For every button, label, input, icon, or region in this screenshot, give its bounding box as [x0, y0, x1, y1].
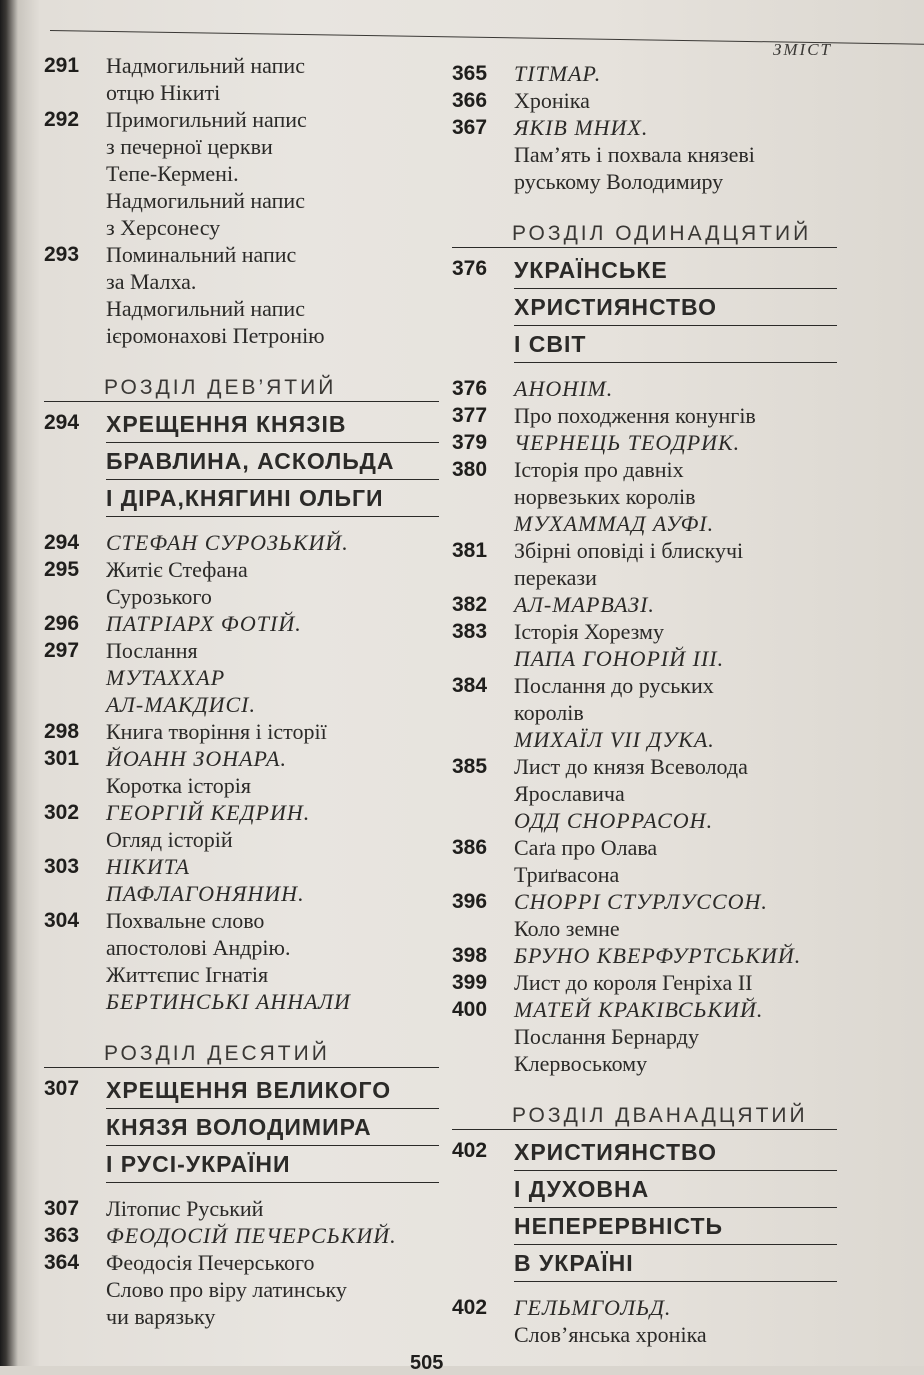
section-label: РОЗДІЛ ОДИНАДЦЯТИЙ	[512, 222, 812, 245]
section-label: РОЗДІЛ ДВАНАДЦЯТИЙ	[512, 1104, 808, 1127]
section-entries	[44, 529, 439, 1015]
page-ref-number: 366	[452, 89, 488, 112]
author-name: ПАТРІАРХ ФОТІЙ.	[106, 611, 302, 636]
section-title-line: І РУСІ-УКРАЇНИ	[106, 1146, 439, 1183]
entry-items	[514, 618, 837, 672]
page-ref-number: 296	[44, 612, 80, 635]
toc-entry	[452, 87, 837, 114]
section-nine	[44, 375, 439, 1015]
section-title	[514, 1134, 837, 1282]
work-title: Слов’янська хроніка	[514, 1322, 707, 1347]
work-title: Послання до руських королів	[514, 673, 714, 725]
toc-entry	[452, 753, 837, 834]
page-ref-number: 293	[44, 243, 80, 266]
author-name: ПАПА ГОНОРІЙ III.	[514, 646, 725, 671]
work-title: Хроніка	[514, 88, 590, 113]
page-ref-number: 364	[44, 1251, 80, 1274]
section-title-line: ХРЕЩЕННЯ КНЯЗІВ	[106, 406, 439, 443]
author-name: МАТЕЙ КРАКІВСЬКИЙ.	[514, 997, 764, 1022]
page-ref-number: 376	[452, 377, 488, 400]
section-title	[106, 1072, 439, 1183]
work-title: Пам’ять і похвала князеві руському Володимиру	[514, 142, 755, 194]
entry-items	[514, 591, 837, 618]
page-ref-number: 400	[452, 998, 488, 1021]
section-label: РОЗДІЛ ДЕСЯТИЙ	[104, 1042, 330, 1065]
toc-entry	[44, 1222, 439, 1249]
work-title: Послання Бернарду Клервоському	[514, 1024, 699, 1076]
toc-entry	[44, 718, 439, 745]
section-entries	[452, 375, 837, 1077]
author-name: ФЕОДОСІЙ ПЕЧЕРСЬКИЙ.	[106, 1223, 397, 1248]
toc-entry	[452, 60, 837, 87]
section-title-line: БРАВЛИНА, АСКОЛЬДА	[106, 443, 439, 480]
toc-entry	[44, 853, 439, 907]
toc-entry	[44, 610, 439, 637]
section-entries	[44, 1195, 439, 1330]
work-title: Літопис Руський	[106, 1196, 264, 1221]
author-name: ЧЕРНЕЦЬ ТЕОДРИК.	[514, 430, 741, 455]
toc-entry	[44, 241, 439, 349]
entry-items	[514, 114, 837, 195]
entry-items	[106, 745, 439, 799]
page-ref-number: 386	[452, 836, 488, 859]
section-title-line: ХРИСТИЯНСТВО	[514, 1134, 837, 1171]
toc-entry	[452, 834, 837, 888]
entry-items	[514, 60, 837, 87]
page-ref-number: 297	[44, 639, 80, 662]
section-page-number: 294	[44, 411, 80, 434]
toc-entry	[44, 799, 439, 853]
toc-entry	[44, 556, 439, 610]
page-ref-number: 382	[452, 593, 488, 616]
author-name: МИХАЇЛ VII ДУКА.	[514, 727, 715, 752]
page-ref-number: 298	[44, 720, 80, 743]
toc-entry	[44, 529, 439, 556]
page-ref-number: 307	[44, 1197, 80, 1220]
work-title: Життєпис Ігнатія	[106, 962, 269, 987]
entry-items	[514, 753, 837, 834]
section-twelve	[452, 1103, 837, 1348]
entry-items	[514, 942, 837, 969]
section-title-line: І ДІРА,КНЯГИНІ ОЛЬГИ	[106, 480, 439, 517]
toc-entry	[44, 106, 439, 241]
toc-entry	[452, 969, 837, 996]
work-title: Послання	[106, 638, 198, 663]
toc-entry	[452, 888, 837, 942]
work-title: Коротка історія	[106, 773, 251, 798]
section-title-line: НЕПЕРЕРВНІСТЬ	[514, 1208, 837, 1245]
entry-items	[106, 1222, 439, 1249]
section-page-number: 307	[44, 1077, 80, 1100]
page-ref-number: 383	[452, 620, 488, 643]
toc-entry	[44, 1195, 439, 1222]
page-ref-number: 381	[452, 539, 488, 562]
author-name: БРУНО КВЕРФУРТСЬКИЙ.	[514, 943, 802, 968]
section-ten	[44, 1041, 439, 1330]
section-title	[514, 252, 837, 363]
work-title: Житіє Стефана Сурозького	[106, 557, 248, 609]
entry-items	[514, 87, 837, 114]
toc-entry	[452, 114, 837, 195]
toc-entry	[44, 637, 439, 718]
author-name: СНОРРІ СТУРЛУССОН.	[514, 889, 768, 914]
toc-entry	[44, 1249, 439, 1330]
author-name: ЯКІВ МНИХ.	[514, 115, 649, 140]
entry-items	[106, 241, 439, 349]
toc-entry	[452, 591, 837, 618]
entry-items	[106, 907, 439, 1015]
entry-items	[106, 529, 439, 556]
page-ref-number: 291	[44, 54, 80, 77]
work-title: Надмогильний напис ієромонахові Петронію	[106, 296, 325, 348]
section-heading	[44, 401, 439, 517]
page-number: 505	[410, 1352, 444, 1374]
entry-items	[514, 429, 837, 456]
right-column	[452, 60, 837, 1360]
entry-items	[106, 52, 439, 106]
work-title: Похвальне слово апостолові Андрію.	[106, 908, 291, 960]
right-top-entries	[452, 60, 837, 195]
entry-items	[514, 456, 837, 537]
page-ref-number: 399	[452, 971, 488, 994]
section-title-line: І ДУХОВНА	[514, 1171, 837, 1208]
work-title: Надмогильний напис отцю Нікиті	[106, 53, 305, 105]
section-title-line: УКРАЇНСЬКЕ	[514, 252, 837, 289]
toc-entry	[44, 745, 439, 799]
toc-entry	[452, 375, 837, 402]
toc-entry	[452, 429, 837, 456]
work-title: Поминальний напис за Малха.	[106, 242, 297, 294]
page-ref-number: 384	[452, 674, 488, 697]
toc-entry	[452, 402, 837, 429]
section-eleven	[452, 221, 837, 1077]
work-title: Коло земне	[514, 916, 620, 941]
entry-items	[106, 556, 439, 610]
page-ref-number: 365	[452, 62, 488, 85]
toc-entry	[452, 618, 837, 672]
author-name: СТЕФАН СУРОЗЬКИЙ.	[106, 530, 349, 555]
page-ref-number: 303	[44, 855, 80, 878]
section-heading	[452, 247, 837, 363]
entry-items	[514, 672, 837, 753]
author-name: ГЕОРГІЙ КЕДРИН.	[106, 800, 311, 825]
work-title: Історія про давніх норвезьких королів	[514, 457, 696, 509]
left-top-entries	[44, 52, 439, 349]
entry-items	[514, 1294, 837, 1348]
section-title-line: І СВІТ	[514, 326, 837, 363]
left-column	[44, 52, 439, 1342]
author-name: ЙОАНН ЗОНАРА.	[106, 746, 287, 771]
entry-items	[514, 996, 837, 1077]
page-ref-number: 396	[452, 890, 488, 913]
work-title: Лист до короля Генріха II	[514, 970, 753, 995]
entry-items	[514, 834, 837, 888]
section-page-number: 402	[452, 1139, 488, 1162]
work-title: Саґа про Олава Триґвасона	[514, 835, 658, 887]
section-title	[106, 406, 439, 517]
entry-items	[514, 888, 837, 942]
toc-entry	[452, 456, 837, 537]
toc-entry	[452, 537, 837, 591]
author-name: ОДД СНОРРАСОН.	[514, 808, 714, 833]
page-ref-number: 295	[44, 558, 80, 581]
page-ref-number: 377	[452, 404, 488, 427]
section-entries	[452, 1294, 837, 1348]
work-title: Примогильний напис з печерної церкви Тепе-Кермені.	[106, 107, 307, 186]
work-title: Збірні оповіді і блискучі перекази	[514, 538, 744, 590]
section-label: РОЗДІЛ ДЕВ’ЯТИЙ	[104, 376, 337, 399]
toc-entry	[44, 907, 439, 1015]
toc-entry	[452, 1294, 837, 1348]
toc-entry	[452, 672, 837, 753]
author-name: АНОНІМ.	[514, 376, 614, 401]
page-ref-number: 292	[44, 108, 80, 131]
section-title-line: ХРЕЩЕННЯ ВЕЛИКОГО	[106, 1072, 439, 1109]
entry-items	[106, 718, 439, 745]
section-page-number: 376	[452, 257, 488, 280]
work-title: Надмогильний напис з Херсонесу	[106, 188, 305, 240]
entry-items	[514, 537, 837, 591]
toc-entry	[452, 996, 837, 1077]
entry-items	[106, 610, 439, 637]
entry-items	[106, 637, 439, 718]
entry-items	[514, 375, 837, 402]
page-ref-number: 367	[452, 116, 488, 139]
page-ref-number: 402	[452, 1296, 488, 1319]
page-ref-number: 398	[452, 944, 488, 967]
entry-items	[106, 853, 439, 907]
work-title: Огляд історій	[106, 827, 233, 852]
page-ref-number: 379	[452, 431, 488, 454]
page-ref-number: 304	[44, 909, 80, 932]
entry-items	[106, 106, 439, 241]
running-header: ЗМІСТ	[772, 40, 832, 59]
page-ref-number: 363	[44, 1224, 80, 1247]
section-heading	[452, 1129, 837, 1282]
work-title: Історія Хорезму	[514, 619, 664, 644]
section-title-line: ХРИСТИЯНСТВО	[514, 289, 837, 326]
section-heading	[44, 1067, 439, 1183]
page-ref-number: 380	[452, 458, 488, 481]
author-name: ТІТМАР.	[514, 61, 602, 86]
page-ref-number: 302	[44, 801, 80, 824]
author-name: БЕРТИНСЬКІ АННАЛИ	[106, 989, 351, 1014]
work-title: Про походження конунгів	[514, 403, 756, 428]
author-name: АЛ-МАРВАЗІ.	[514, 592, 655, 617]
entry-items	[514, 969, 837, 996]
entry-items	[106, 1249, 439, 1330]
page-ref-number: 385	[452, 755, 488, 778]
author-name: НІКИТА ПАФЛАГОНЯНИН.	[106, 854, 305, 906]
entry-items	[106, 1195, 439, 1222]
author-name: МУТАХХАР АЛ-МАКДИСІ.	[106, 665, 256, 717]
entry-items	[106, 799, 439, 853]
work-title: Книга творіння і історії	[106, 719, 327, 744]
section-title-line: КНЯЗЯ ВОЛОДИМИРА	[106, 1109, 439, 1146]
toc-entry	[44, 52, 439, 106]
work-title: Феодосія Печерського Слово про віру латинську чи варязьку	[106, 1250, 347, 1329]
entry-items	[514, 402, 837, 429]
author-name: МУХАММАД АУФІ.	[514, 511, 715, 536]
page-ref-number: 294	[44, 531, 80, 554]
section-title-line: В УКРАЇНІ	[514, 1245, 837, 1282]
toc-entry	[452, 942, 837, 969]
work-title: Лист до князя Всеволода Ярославича	[514, 754, 748, 806]
author-name: ГЕЛЬМГОЛЬД.	[514, 1295, 672, 1320]
page-ref-number: 301	[44, 747, 80, 770]
